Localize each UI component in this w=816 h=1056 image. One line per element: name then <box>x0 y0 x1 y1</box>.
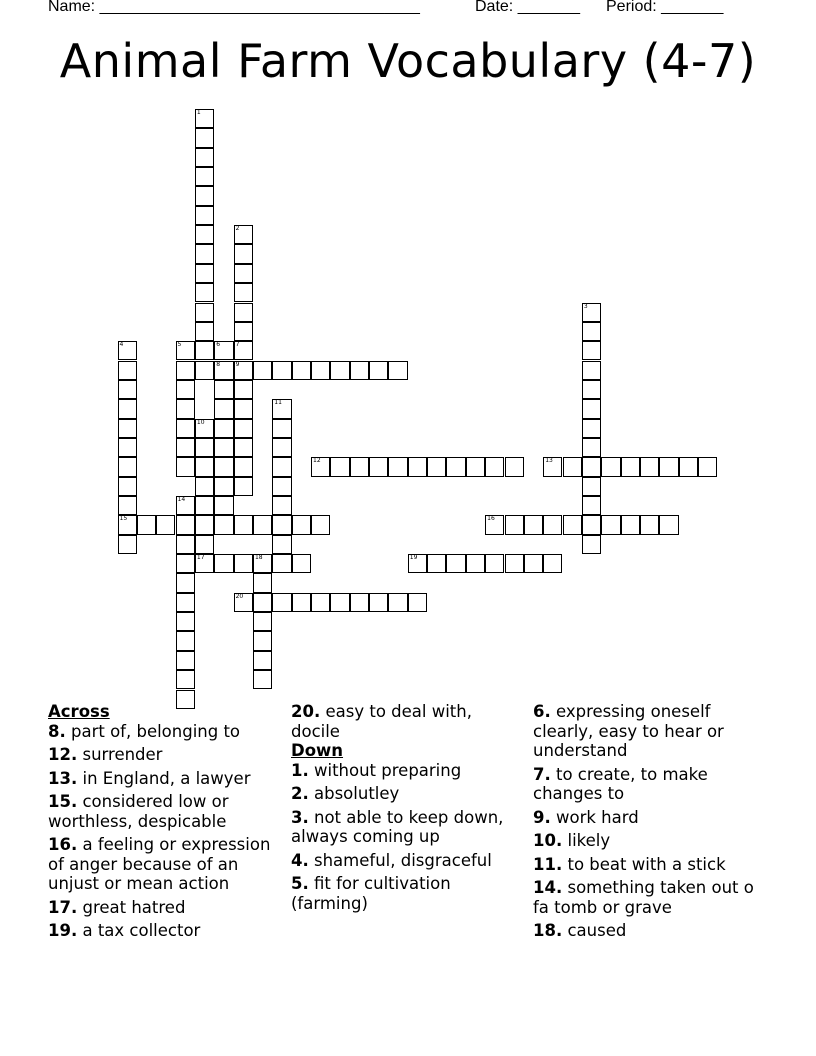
grid-cell[interactable] <box>176 457 195 476</box>
clues-column-3 <box>533 702 773 945</box>
grid-cell[interactable] <box>176 670 195 689</box>
grid-cell[interactable] <box>118 457 137 476</box>
grid-cell[interactable] <box>195 206 214 225</box>
grid-cell[interactable] <box>214 477 233 496</box>
grid-cell[interactable] <box>485 554 504 573</box>
grid-cell[interactable] <box>214 419 233 438</box>
clue-down-9: 9. work hard <box>533 807 639 827</box>
clue-number: 15 <box>119 515 128 523</box>
clue-across-12: 12. surrender <box>48 745 163 764</box>
clue-number: 10 <box>196 418 205 426</box>
grid-cell[interactable] <box>640 515 659 534</box>
name-label: Name: ____________________________________ <box>48 0 420 15</box>
grid-cell[interactable] <box>195 477 214 496</box>
grid-cell[interactable] <box>408 554 427 573</box>
clue-number: 5 <box>177 341 182 349</box>
clue-down-14: 14. something taken out o fa tomb or grave <box>533 878 754 917</box>
grid-cell[interactable] <box>369 593 388 612</box>
clue-down-4: 4. shameful, disgraceful <box>291 850 492 870</box>
grid-cell[interactable] <box>234 399 253 418</box>
grid-cell[interactable] <box>234 283 253 302</box>
grid-cell[interactable] <box>601 457 620 476</box>
clue-number: 16 <box>487 515 495 523</box>
grid-cell[interactable] <box>272 515 291 534</box>
grid-cell[interactable] <box>563 457 582 476</box>
grid-cell[interactable] <box>214 457 233 476</box>
grid-cell[interactable] <box>195 322 214 341</box>
grid-cell[interactable] <box>195 167 214 186</box>
clue-number: 13 <box>545 457 553 465</box>
grid-cell[interactable] <box>118 419 137 438</box>
grid-cell[interactable] <box>234 341 253 360</box>
grid-cell[interactable] <box>505 515 524 534</box>
clue-down-2: 2. absolutley <box>291 784 400 803</box>
grid-cell[interactable] <box>176 515 195 534</box>
grid-cell[interactable] <box>234 457 253 476</box>
grid-cell[interactable] <box>582 438 601 457</box>
grid-cell[interactable] <box>176 612 195 631</box>
grid-cell[interactable] <box>195 283 214 302</box>
grid-cell[interactable] <box>195 419 214 438</box>
grid-cell[interactable] <box>582 419 601 438</box>
grid-cell[interactable] <box>253 612 272 631</box>
grid-cell[interactable] <box>176 651 195 670</box>
clue-number: 1 <box>196 109 201 116</box>
grid-cell[interactable] <box>176 380 195 399</box>
grid-cell[interactable] <box>195 554 214 573</box>
grid-cell[interactable] <box>272 419 291 438</box>
grid-cell[interactable] <box>195 244 214 263</box>
grid-cell[interactable] <box>118 438 137 457</box>
grid-cell[interactable] <box>195 361 214 380</box>
clue-number: 19 <box>409 554 418 562</box>
grid-cell[interactable] <box>253 515 272 534</box>
grid-cell[interactable] <box>272 457 291 476</box>
grid-cell[interactable] <box>601 515 620 534</box>
grid-cell[interactable] <box>118 341 137 360</box>
grid-cell[interactable] <box>195 109 214 128</box>
grid-cell[interactable] <box>272 438 291 457</box>
grid-cell[interactable] <box>272 477 291 496</box>
grid-cell[interactable] <box>466 554 485 573</box>
clues-column-2 <box>291 702 523 917</box>
grid-cell[interactable] <box>253 573 272 592</box>
grid-cell[interactable] <box>543 554 562 573</box>
clue-down-5: 5. fit for cultivation (farming) <box>291 874 451 913</box>
grid-cell[interactable] <box>311 515 330 534</box>
grid-cell[interactable] <box>234 593 253 612</box>
grid-cell[interactable] <box>195 128 214 147</box>
grid-cell[interactable] <box>369 361 388 380</box>
grid-cell[interactable] <box>679 457 698 476</box>
grid-cell[interactable] <box>234 438 253 457</box>
grid-cell[interactable] <box>234 322 253 341</box>
grid-cell[interactable] <box>311 593 330 612</box>
clue-across-16: 16. a feeling or expression of anger because of an unjust or mean action <box>48 835 271 893</box>
grid-cell[interactable] <box>582 496 601 515</box>
grid-cell[interactable] <box>621 457 640 476</box>
grid-cell[interactable] <box>195 225 214 244</box>
grid-cell[interactable] <box>195 457 214 476</box>
grid-cell[interactable] <box>214 438 233 457</box>
grid-cell[interactable] <box>195 496 214 515</box>
grid-cell[interactable] <box>350 457 369 476</box>
grid-cell[interactable] <box>582 361 601 380</box>
grid-cell[interactable] <box>195 515 214 534</box>
grid-cell[interactable] <box>582 341 601 360</box>
grid-cell[interactable] <box>505 554 524 573</box>
grid-cell[interactable] <box>234 225 253 244</box>
grid-cell[interactable] <box>118 361 137 380</box>
grid-cell[interactable] <box>272 399 291 418</box>
grid-cell[interactable] <box>253 670 272 689</box>
grid-cell[interactable] <box>543 457 562 476</box>
clue-across-13: 13. in England, a lawyer <box>48 768 251 788</box>
grid-cell[interactable] <box>272 593 291 612</box>
grid-cell[interactable] <box>524 515 543 534</box>
grid-cell[interactable] <box>214 496 233 515</box>
grid-cell[interactable] <box>253 554 272 573</box>
clue-number: 20 <box>235 592 244 600</box>
clue-down-3: 3. not able to keep down, always coming up <box>291 807 504 846</box>
grid-cell[interactable] <box>214 554 233 573</box>
grid-cell[interactable] <box>292 554 311 573</box>
grid-cell[interactable] <box>234 515 253 534</box>
clue-number: 12 <box>313 457 321 465</box>
clue-number: 6 <box>216 341 221 349</box>
grid-cell[interactable] <box>388 457 407 476</box>
clue-number: 18 <box>254 554 263 562</box>
grid-cell[interactable] <box>621 515 640 534</box>
grid-cell[interactable] <box>176 419 195 438</box>
grid-cell[interactable] <box>214 341 233 360</box>
grid-cell[interactable] <box>176 631 195 650</box>
grid-cell[interactable] <box>253 651 272 670</box>
grid-cell[interactable] <box>234 361 253 380</box>
grid-cell[interactable] <box>485 457 504 476</box>
grid-cell[interactable] <box>253 361 272 380</box>
grid-cell[interactable] <box>176 535 195 554</box>
grid-cell[interactable] <box>582 322 601 341</box>
clue-across-15: 15. considered low or worthless, despicable <box>48 792 229 831</box>
grid-cell[interactable] <box>195 186 214 205</box>
grid-cell[interactable] <box>214 361 233 380</box>
grid-cell[interactable] <box>176 438 195 457</box>
grid-cell[interactable] <box>466 457 485 476</box>
grid-cell[interactable] <box>214 399 233 418</box>
grid-cell[interactable] <box>582 535 601 554</box>
grid-cell[interactable] <box>195 264 214 283</box>
grid-cell[interactable] <box>659 457 678 476</box>
clue-across-17: 17. great hatred <box>48 897 186 917</box>
grid-cell[interactable] <box>272 535 291 554</box>
grid-cell[interactable] <box>253 593 272 612</box>
grid-cell[interactable] <box>659 515 678 534</box>
grid-cell[interactable] <box>350 361 369 380</box>
grid-cell[interactable] <box>234 380 253 399</box>
grid-cell[interactable] <box>195 148 214 167</box>
grid-cell[interactable] <box>485 515 504 534</box>
grid-cell[interactable] <box>640 457 659 476</box>
grid-cell[interactable] <box>388 361 407 380</box>
grid-cell[interactable] <box>350 593 369 612</box>
grid-cell[interactable] <box>234 264 253 283</box>
grid-cell[interactable] <box>234 244 253 263</box>
grid-cell[interactable] <box>311 361 330 380</box>
grid-cell[interactable] <box>408 593 427 612</box>
grid-cell[interactable] <box>253 631 272 650</box>
grid-cell[interactable] <box>176 361 195 380</box>
clue-across-8: 8. part of, belonging to <box>48 721 241 741</box>
grid-cell[interactable] <box>195 303 214 322</box>
clue-number: 2 <box>235 225 240 233</box>
clue-down-18: 18. caused <box>533 921 627 940</box>
grid-cell[interactable] <box>427 457 446 476</box>
grid-cell[interactable] <box>118 477 137 496</box>
grid-cell[interactable] <box>272 496 291 515</box>
clue-number: 9 <box>235 360 240 368</box>
clue-across-20: 20. easy to deal with, docile <box>291 702 472 741</box>
clue-number: 4 <box>119 341 124 349</box>
period-label: Period: _______ <box>606 0 724 15</box>
across-heading: Across <box>48 702 110 721</box>
grid-cell[interactable] <box>234 419 253 438</box>
clue-number: 11 <box>274 399 282 407</box>
clue-number: 3 <box>583 302 588 310</box>
clue-down-6: 6. expressing oneself clearly, easy to hear or understand <box>533 702 724 760</box>
clue-down-10: 10. likely <box>533 831 611 850</box>
grid-cell[interactable] <box>214 515 233 534</box>
grid-cell[interactable] <box>330 457 349 476</box>
grid-cell[interactable] <box>330 361 349 380</box>
down-heading: Down <box>291 741 344 760</box>
grid-cell[interactable] <box>234 477 253 496</box>
grid-cell[interactable] <box>214 380 233 399</box>
grid-cell[interactable] <box>118 515 137 534</box>
clue-down-11: 11. to beat with a stick <box>533 854 726 874</box>
grid-cell[interactable] <box>292 593 311 612</box>
grid-cell[interactable] <box>582 380 601 399</box>
clue-number: 8 <box>216 360 221 368</box>
clue-down-7: 7. to create, to make changes to <box>533 764 708 803</box>
grid-cell[interactable] <box>195 535 214 554</box>
grid-cell[interactable] <box>176 399 195 418</box>
grid-cell[interactable] <box>369 457 388 476</box>
date-label: Date: _______ <box>475 0 580 15</box>
grid-cell[interactable] <box>118 496 137 515</box>
grid-cell[interactable] <box>408 457 427 476</box>
clue-down-1: 1. without preparing <box>291 760 462 780</box>
grid-cell[interactable] <box>582 457 601 476</box>
grid-cell[interactable] <box>563 515 582 534</box>
grid-cell[interactable] <box>118 535 137 554</box>
grid-cell[interactable] <box>446 457 465 476</box>
clue-across-19: 19. a tax collector <box>48 921 201 940</box>
grid-cell[interactable] <box>176 593 195 612</box>
grid-cell[interactable] <box>388 593 407 612</box>
grid-cell[interactable] <box>582 399 601 418</box>
grid-cell[interactable] <box>176 341 195 360</box>
grid-cell[interactable] <box>234 303 253 322</box>
grid-cell[interactable] <box>582 477 601 496</box>
clue-number: 14 <box>177 496 186 503</box>
grid-cell[interactable] <box>118 380 137 399</box>
grid-cell[interactable] <box>505 457 524 476</box>
grid-cell[interactable] <box>137 515 156 534</box>
grid-cell[interactable] <box>176 496 195 515</box>
grid-cell[interactable] <box>330 593 349 612</box>
grid-cell[interactable] <box>272 361 291 380</box>
grid-cell[interactable] <box>195 341 214 360</box>
clues-column-1 <box>48 702 280 945</box>
page-title: Animal Farm Vocabulary (4-7) <box>59 34 757 88</box>
grid-cell[interactable] <box>292 515 311 534</box>
grid-cell[interactable] <box>446 554 465 573</box>
grid-cell[interactable] <box>272 554 291 573</box>
grid-cell[interactable] <box>195 438 214 457</box>
clue-number: 7 <box>235 341 240 349</box>
grid-cell[interactable] <box>234 554 253 573</box>
grid-cell[interactable] <box>118 399 137 418</box>
grid-cell[interactable] <box>311 457 330 476</box>
grid-cell[interactable] <box>582 515 601 534</box>
grid-cell[interactable] <box>156 515 175 534</box>
grid-cell[interactable] <box>427 554 446 573</box>
grid-cell[interactable] <box>176 554 195 573</box>
grid-cell[interactable] <box>524 554 543 573</box>
grid-cell[interactable] <box>292 361 311 380</box>
clue-number: 17 <box>196 554 205 562</box>
grid-cell[interactable] <box>582 303 601 322</box>
grid-cell[interactable] <box>543 515 562 534</box>
grid-cell[interactable] <box>176 573 195 592</box>
grid-cell[interactable] <box>698 457 717 476</box>
